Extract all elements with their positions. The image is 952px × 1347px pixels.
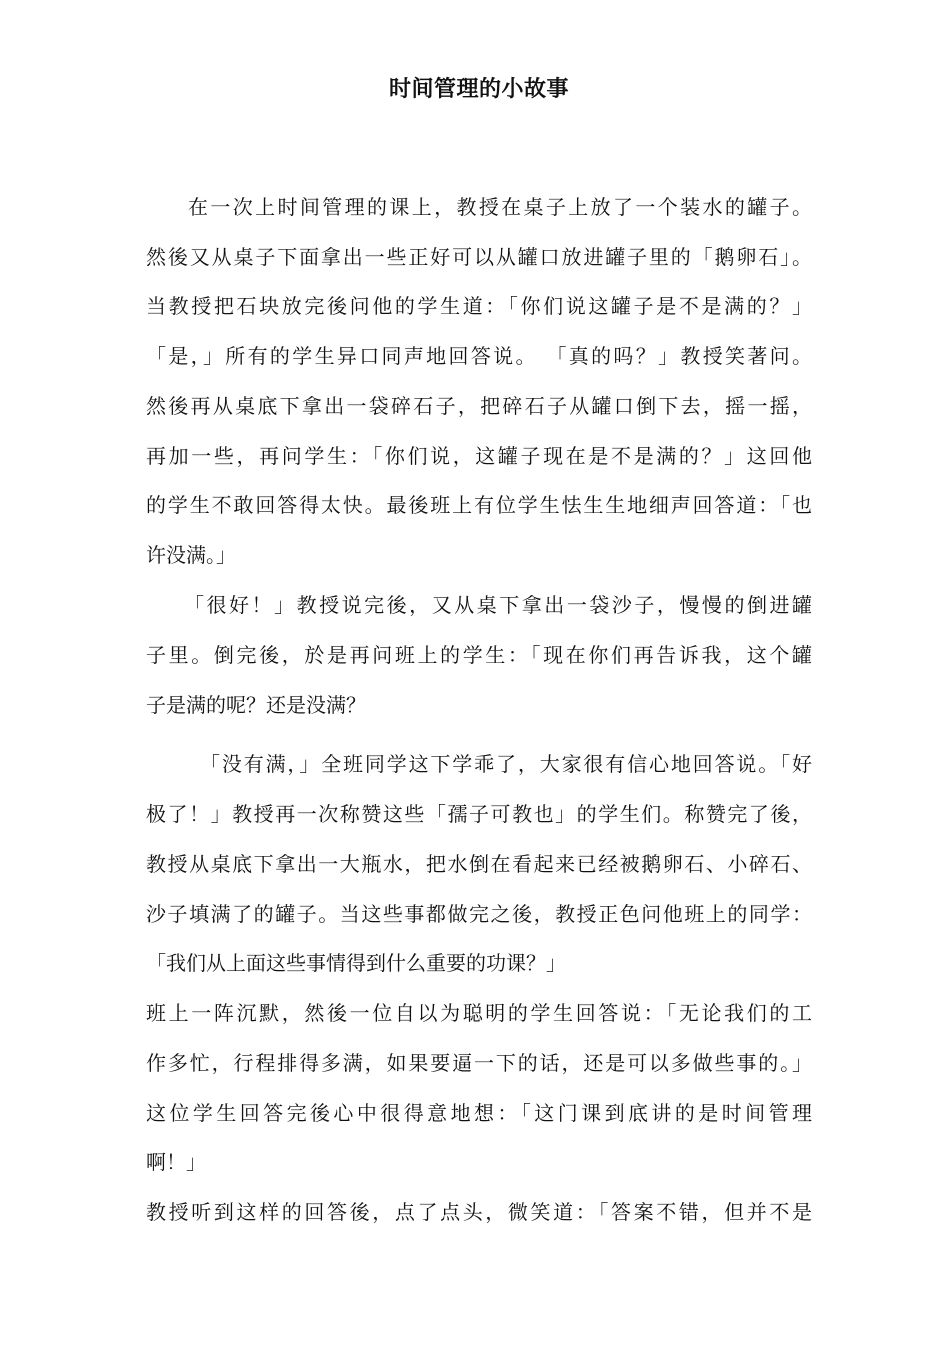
paragraph-line: 班上一阵沉默，然後一位自以为聪明的学生回答说：「无论我们的工 (146, 1001, 812, 1025)
paragraph-line: 子是满的呢？还是没满？ (146, 693, 366, 717)
paragraph-line: 啊！」 (146, 1150, 206, 1174)
paragraph-line: 作多忙，行程排得多满，如果要逼一下的话，还是可以多做些事的。」 (146, 1051, 812, 1075)
paragraph-line: 然後再从桌底下拿出一袋碎石子，把碎石子从罐口倒下去，摇一摇， (146, 394, 812, 418)
paragraph-line: 「没有满，」全班同学这下学乖了，大家很有信心地回答说。「好 (200, 752, 812, 776)
paragraph-line: 教授听到这样的回答後，点了点头，微笑道：「答案不错，但并不是 (146, 1200, 812, 1224)
paragraph-line: 「是，」所有的学生异口同声地回答说。 「真的吗？」教授笑著问。 (146, 344, 812, 368)
paragraph-line: 极了！」教授再一次称赞这些「孺子可教也」的学生们。称赞完了後， (146, 802, 812, 826)
paragraph-line: 子里。倒完後，於是再问班上的学生：「现在你们再告诉我，这个罐 (146, 643, 812, 667)
paragraph-line: 许没满。」 (146, 543, 236, 567)
document-body (146, 0, 812, 1347)
paragraph-line: 「很好！」教授说完後，又从桌下拿出一袋沙子，慢慢的倒进罐 (184, 593, 812, 617)
paragraph-line: 然後又从桌子下面拿出一些正好可以从罐口放进罐子里的「鹅卵石」。 (146, 245, 812, 269)
paragraph-line: 在一次上时间管理的课上，教授在桌子上放了一个装水的罐子。 (188, 195, 812, 219)
paragraph-line: 的学生不敢回答得太快。最後班上有位学生怯生生地细声回答道：「也 (146, 493, 812, 517)
document-title: 时间管理的小故事 (388, 76, 569, 102)
paragraph-line: 沙子填满了的罐子。当这些事都做完之後，教授正色问他班上的同学： (146, 902, 812, 926)
paragraph-line: 教授从桌底下拿出一大瓶水，把水倒在看起来已经被鹅卵石、小碎石、 (146, 852, 812, 876)
paragraph-line: 「我们从上面这些事情得到什么重要的功课？」 (146, 951, 566, 975)
paragraph-line: 这位学生回答完後心中很得意地想：「这门课到底讲的是时间管理 (146, 1101, 812, 1125)
paragraph-line: 再加一些，再问学生：「你们说，这罐子现在是不是满的？」这回他 (146, 444, 812, 468)
paragraph-line: 当教授把石块放完後问他的学生道：「你们说这罐子是不是满的？」 (146, 294, 812, 318)
